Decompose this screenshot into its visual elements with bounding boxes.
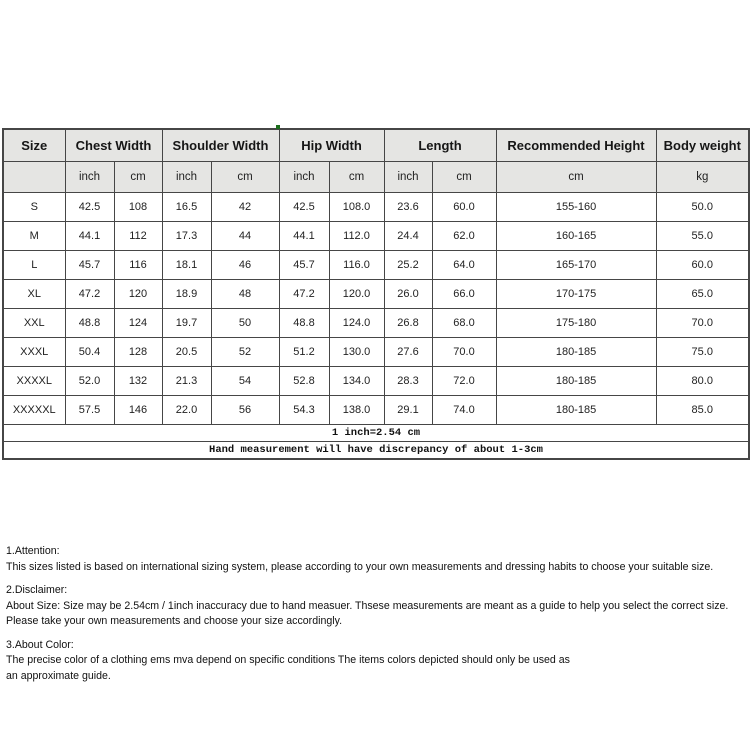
value-cell: 155-160 <box>496 193 656 222</box>
value-cell: 46 <box>211 251 279 280</box>
column-header: Body weight <box>656 129 749 162</box>
value-cell: 74.0 <box>432 396 496 425</box>
table-row <box>3 193 749 222</box>
table-row <box>3 251 749 280</box>
value-cell: 130.0 <box>329 338 384 367</box>
value-cell: 25.2 <box>384 251 432 280</box>
disclaimer-body-line2: Please take your own measurements and choose your size accordingly. <box>6 615 343 627</box>
value-cell: 120.0 <box>329 280 384 309</box>
unit-header: cm <box>496 162 656 193</box>
value-cell: 28.3 <box>384 367 432 396</box>
footnote-row <box>3 442 749 460</box>
value-cell: 124.0 <box>329 309 384 338</box>
about-color-title: 3.About Color: <box>6 638 74 651</box>
value-cell: 65.0 <box>656 280 749 309</box>
value-cell: 80.0 <box>656 367 749 396</box>
value-cell: 75.0 <box>656 338 749 367</box>
value-cell: 44 <box>211 222 279 251</box>
value-cell: 60.0 <box>432 193 496 222</box>
value-cell: 42.5 <box>279 193 329 222</box>
value-cell: 108.0 <box>329 193 384 222</box>
value-cell: 27.6 <box>384 338 432 367</box>
value-cell: 85.0 <box>656 396 749 425</box>
value-cell: 42.5 <box>65 193 114 222</box>
value-cell: 42 <box>211 193 279 222</box>
value-cell: 56 <box>211 396 279 425</box>
value-cell: 50.0 <box>656 193 749 222</box>
value-cell: 52 <box>211 338 279 367</box>
size-cell: XXXL <box>3 338 65 367</box>
unit-header: cm <box>211 162 279 193</box>
size-chart-foot <box>3 425 749 460</box>
value-cell: 128 <box>114 338 162 367</box>
column-header: Size <box>3 129 65 162</box>
value-cell: 48.8 <box>65 309 114 338</box>
value-cell: 138.0 <box>329 396 384 425</box>
value-cell: 120 <box>114 280 162 309</box>
value-cell: 47.2 <box>279 280 329 309</box>
footnote-row <box>3 425 749 442</box>
size-cell: XXXXXL <box>3 396 65 425</box>
value-cell: 108 <box>114 193 162 222</box>
value-cell: 48.8 <box>279 309 329 338</box>
value-cell: 45.7 <box>279 251 329 280</box>
value-cell: 70.0 <box>656 309 749 338</box>
value-cell: 26.0 <box>384 280 432 309</box>
value-cell: 44.1 <box>65 222 114 251</box>
value-cell: 19.7 <box>162 309 211 338</box>
table-row <box>3 222 749 251</box>
value-cell: 116.0 <box>329 251 384 280</box>
value-cell: 180-185 <box>496 338 656 367</box>
unit-header: cm <box>432 162 496 193</box>
unit-header <box>3 162 65 193</box>
value-cell: 64.0 <box>432 251 496 280</box>
value-cell: 18.9 <box>162 280 211 309</box>
column-header: Recommended Height <box>496 129 656 162</box>
value-cell: 54.3 <box>279 396 329 425</box>
value-cell: 17.3 <box>162 222 211 251</box>
value-cell: 51.2 <box>279 338 329 367</box>
table-row <box>3 367 749 396</box>
unit-row <box>3 162 749 193</box>
value-cell: 62.0 <box>432 222 496 251</box>
unit-header: inch <box>384 162 432 193</box>
size-cell: XXL <box>3 309 65 338</box>
value-cell: 132 <box>114 367 162 396</box>
size-cell: L <box>3 251 65 280</box>
table-row <box>3 396 749 425</box>
table-row <box>3 338 749 367</box>
value-cell: 44.1 <box>279 222 329 251</box>
value-cell: 116 <box>114 251 162 280</box>
unit-header: inch <box>162 162 211 193</box>
value-cell: 29.1 <box>384 396 432 425</box>
size-cell: M <box>3 222 65 251</box>
value-cell: 23.6 <box>384 193 432 222</box>
size-chart-head <box>3 129 749 193</box>
value-cell: 50.4 <box>65 338 114 367</box>
value-cell: 22.0 <box>162 396 211 425</box>
value-cell: 72.0 <box>432 367 496 396</box>
value-cell: 112.0 <box>329 222 384 251</box>
value-cell: 55.0 <box>656 222 749 251</box>
value-cell: 20.5 <box>162 338 211 367</box>
column-header: Chest Width <box>65 129 162 162</box>
value-cell: 45.7 <box>65 251 114 280</box>
about-color-body-line2: an approximate guide. <box>6 669 111 682</box>
size-chart-table <box>2 128 750 460</box>
value-cell: 170-175 <box>496 280 656 309</box>
value-cell: 54 <box>211 367 279 396</box>
value-cell: 180-185 <box>496 396 656 425</box>
value-cell: 124 <box>114 309 162 338</box>
value-cell: 165-170 <box>496 251 656 280</box>
header-group-row <box>3 129 749 162</box>
column-header: Shoulder Width <box>162 129 279 162</box>
column-header: Length <box>384 129 496 162</box>
value-cell: 57.5 <box>65 396 114 425</box>
unit-header: cm <box>329 162 384 193</box>
value-cell: 134.0 <box>329 367 384 396</box>
unit-header: inch <box>65 162 114 193</box>
value-cell: 180-185 <box>496 367 656 396</box>
attention-title: 1.Attention: <box>6 545 60 557</box>
notes-section <box>6 544 746 684</box>
table-row <box>3 309 749 338</box>
size-cell: S <box>3 193 65 222</box>
value-cell: 47.2 <box>65 280 114 309</box>
value-cell: 52.8 <box>279 367 329 396</box>
green-artifact-dot <box>276 125 280 129</box>
unit-header: inch <box>279 162 329 193</box>
table-row <box>3 280 749 309</box>
value-cell: 70.0 <box>432 338 496 367</box>
value-cell: 24.4 <box>384 222 432 251</box>
value-cell: 146 <box>114 396 162 425</box>
value-cell: 112 <box>114 222 162 251</box>
size-cell: XL <box>3 280 65 309</box>
value-cell: 16.5 <box>162 193 211 222</box>
value-cell: 50 <box>211 309 279 338</box>
value-cell: 68.0 <box>432 309 496 338</box>
value-cell: 26.8 <box>384 309 432 338</box>
size-chart-body <box>3 193 749 425</box>
value-cell: 21.3 <box>162 367 211 396</box>
value-cell: 175-180 <box>496 309 656 338</box>
disclaimer-title: 2.Disclaimer: <box>6 584 68 596</box>
unit-header: cm <box>114 162 162 193</box>
value-cell: 160-165 <box>496 222 656 251</box>
column-header: Hip Width <box>279 129 384 162</box>
size-cell: XXXXL <box>3 367 65 396</box>
footnote-cell: Hand measurement will have discrepancy of about 1-3cm <box>3 442 749 460</box>
value-cell: 60.0 <box>656 251 749 280</box>
value-cell: 52.0 <box>65 367 114 396</box>
attention-body: This sizes listed is based on international sizing system, please according to your own measurements and dressing habits to choose your suitable size. <box>6 560 714 573</box>
value-cell: 18.1 <box>162 251 211 280</box>
disclaimer-body-line1: About Size: Size may be 2.54cm / 1inch inaccuracy due to hand measuer. Thsese measurements are meant as a guide to help you select the correct size. <box>6 599 729 612</box>
about-color-body-line1: The precise color of a clothing ems mva depend on specific conditions The items colors depicted should only be used as <box>6 654 570 666</box>
value-cell: 48 <box>211 280 279 309</box>
unit-header: kg <box>656 162 749 193</box>
value-cell: 66.0 <box>432 280 496 309</box>
footnote-cell: 1 inch=2.54 cm <box>3 425 749 442</box>
